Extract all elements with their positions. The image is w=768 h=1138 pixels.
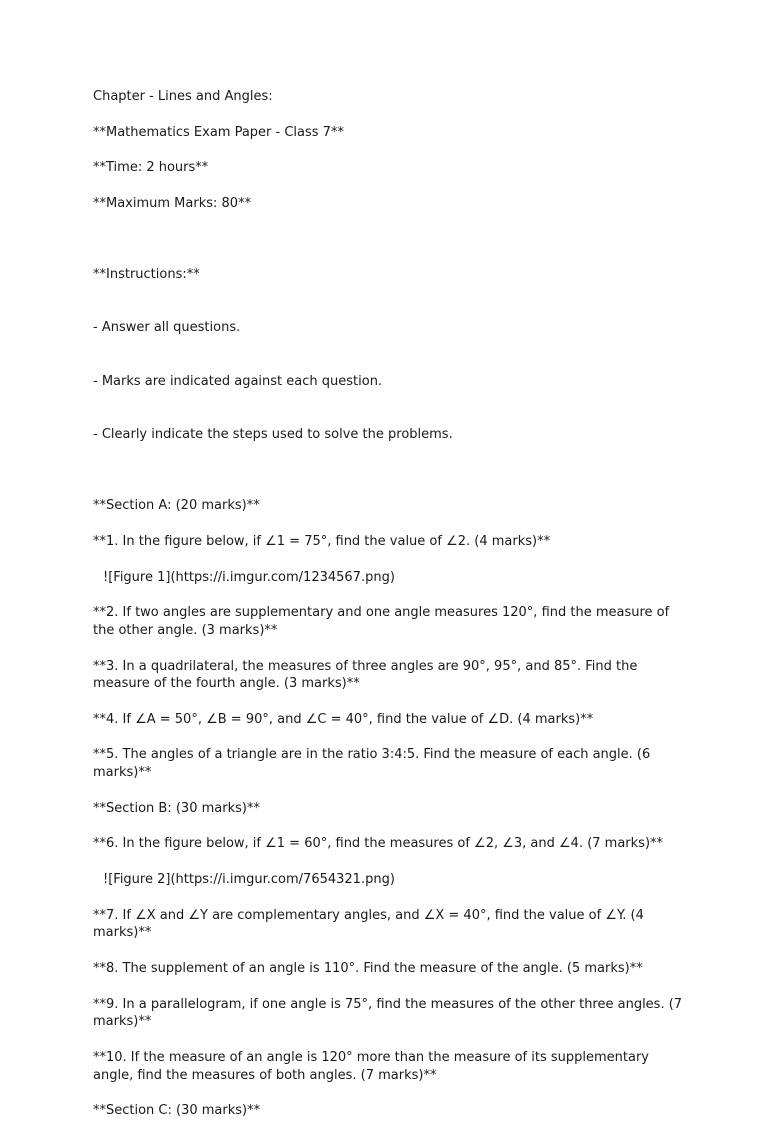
instruction-item: - Clearly indicate the steps used to solve the problems. <box>93 427 453 443</box>
question-10: **10. If the measure of an angle is 120° more than the measure of its supplementary angle, find the measures of both angles. (7 marks)** <box>93 1050 654 1083</box>
question-8: **8. The supplement of an angle is 110°. Find the measure of the angle. (5 marks)** <box>93 961 643 977</box>
question-4: **4. If ∠A = 50°, ∠B = 90°, and ∠C = 40°, find the value of ∠D. (4 marks)** <box>93 711 594 727</box>
question-5: **5. The angles of a triangle are in the ratio 3:4:5. Find the measure of each angle. (6 marks)** <box>93 747 655 781</box>
figure-2-link: ![Figure 2](https://i.imgur.com/7654321.png) <box>103 872 395 888</box>
question-2: **2. If two angles are supplementary and one angle measures 120°, find the measure of the other angle. (3 marks)** <box>93 605 674 638</box>
exam-time: **Time: 2 hours** <box>93 160 209 176</box>
question-3: **3. In a quadrilateral, the measures of three angles are 90°, 95°, and 85°. Find the measure of the fourth angle. (3 marks)** <box>93 658 642 692</box>
question-9: **9. In a parallelogram, if one angle is 75°, find the measures of the other three angles. (7 marks)** <box>93 996 687 1030</box>
instruction-item: - Answer all questions. <box>93 320 241 336</box>
question-7: **7. If ∠X and ∠Y are complementary angles, and ∠X = 40°, find the value of ∠Y. (4 marks)** <box>93 907 649 941</box>
question-6: **6. In the figure below, if ∠1 = 60°, find the measures of ∠2, ∠3, and ∠4. (7 marks)** <box>93 836 664 852</box>
document-page <box>93 88 693 1138</box>
instructions-heading: **Instructions:** <box>93 266 200 282</box>
instructions-block <box>93 230 693 479</box>
paper-title: **Mathematics Exam Paper - Class 7** <box>93 124 344 140</box>
section-c-heading: **Section C: (30 marks)** <box>93 1103 261 1119</box>
section-a-heading: **Section A: (20 marks)** <box>93 498 260 514</box>
chapter-title: Chapter - Lines and Angles: <box>93 89 273 104</box>
section-b-heading: **Section B: (30 marks)** <box>93 800 260 816</box>
question-1: **1. In the figure below, if ∠1 = 75°, find the value of ∠2. (4 marks)** <box>93 533 551 549</box>
instruction-item: - Marks are indicated against each question. <box>93 373 383 389</box>
maximum-marks: **Maximum Marks: 80** <box>93 195 252 211</box>
figure-1-link: ![Figure 1](https://i.imgur.com/1234567.png) <box>103 569 395 585</box>
